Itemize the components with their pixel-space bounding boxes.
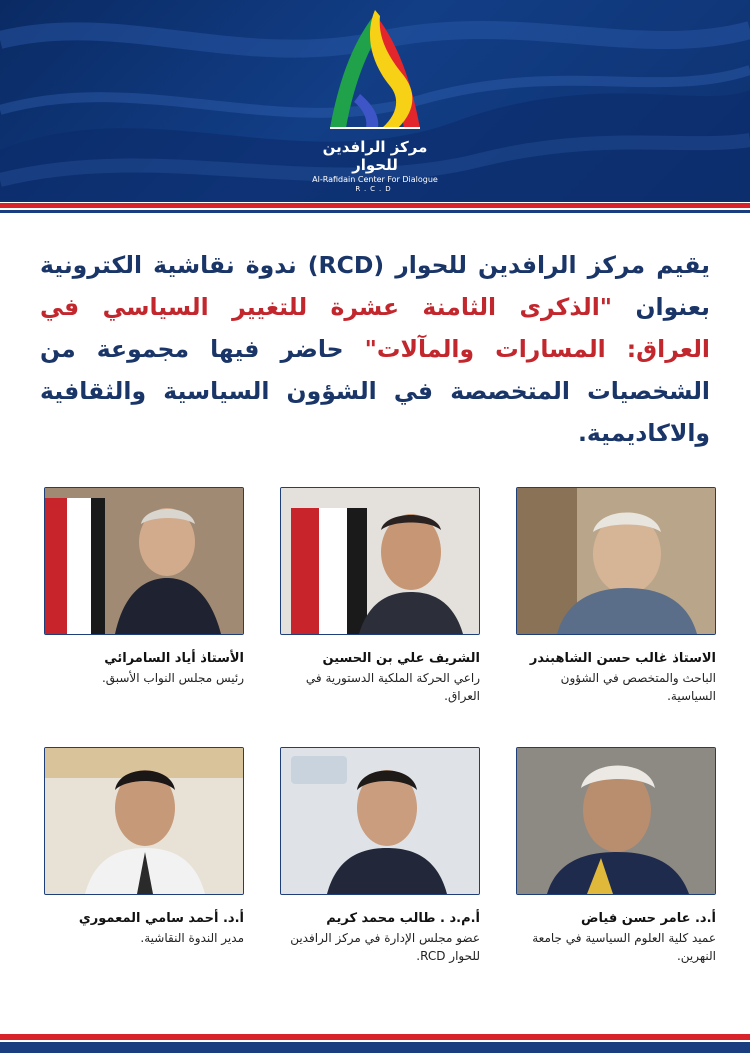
speaker-card (44, 487, 244, 687)
speaker-card (516, 747, 716, 965)
speaker-role: مدير الندوة النقاشية. (140, 931, 244, 945)
speaker-card (280, 487, 480, 705)
portrait-placeholder-icon (517, 488, 715, 634)
speaker-card (280, 747, 480, 965)
speaker-name: أ.د. عامر حسن فياض (581, 911, 716, 926)
header-red-stripe (0, 203, 750, 208)
speaker-name: الشريف علي بن الحسين (322, 651, 480, 666)
header-blue-stripe (0, 210, 750, 213)
speaker-role: راعي الحركة الملكية الدستورية في العراق. (305, 671, 480, 703)
rcd-logo-mark-icon (320, 6, 430, 136)
logo-arabic-text: مركز الرافدين للحوار (322, 138, 428, 174)
speaker-card (516, 487, 716, 705)
speaker-role: رئيس مجلس النواب الأسبق. (101, 671, 244, 685)
rcd-logo (300, 6, 450, 196)
intro-seminar-title: "الذكرى الثامنة عشرة للتغيير السياسي في العراق: المسارات والمآلات" (40, 293, 710, 363)
logo-english-text: Al-Rafidain Center For Dialogue (312, 175, 438, 184)
intro-text-part1: يقيم مركز الرافدين للحوار (RCD) ندوة نقاشية الكترونية بعنوان (40, 251, 710, 321)
speaker-photo (44, 487, 244, 635)
logo-abbreviation: R.C.D (355, 185, 395, 193)
speaker-role: عضو مجلس الإدارة في مركز الرافدين للحوار RCD. (290, 931, 480, 963)
speaker-photo (44, 747, 244, 895)
speaker-name: أ.م.د . طالب محمد كريم (326, 911, 480, 926)
speaker-photo (280, 747, 480, 895)
portrait-placeholder-icon (45, 488, 243, 634)
speaker-name: الاستاذ غالب حسن الشاهبندر (529, 651, 716, 666)
portrait-placeholder-icon (517, 748, 715, 894)
speaker-photo (516, 747, 716, 895)
intro-text-part2: حاضر فيها مجموعة من الشخصيات المتخصصة في الشؤون السياسية والثقافية والاكاديمية. (40, 335, 710, 447)
footer-red-stripe (0, 1034, 750, 1040)
speaker-role: الباحث والمتخصص في الشؤون السياسية. (560, 671, 716, 703)
speaker-photo (516, 487, 716, 635)
speaker-name: الأستاذ أياد السامرائي (104, 651, 244, 666)
header-banner (0, 0, 750, 202)
portrait-placeholder-icon (45, 748, 243, 894)
speaker-photo (280, 487, 480, 635)
portrait-placeholder-icon (281, 488, 479, 634)
portrait-placeholder-icon (281, 748, 479, 894)
footer-blue-stripe (0, 1042, 750, 1053)
speaker-role: عميد كلية العلوم السياسية في جامعة النهرين. (532, 931, 716, 963)
speaker-card (44, 747, 244, 947)
speaker-name: أ.د. أحمد سامي المعموري (78, 911, 244, 926)
intro-paragraph (40, 244, 710, 454)
